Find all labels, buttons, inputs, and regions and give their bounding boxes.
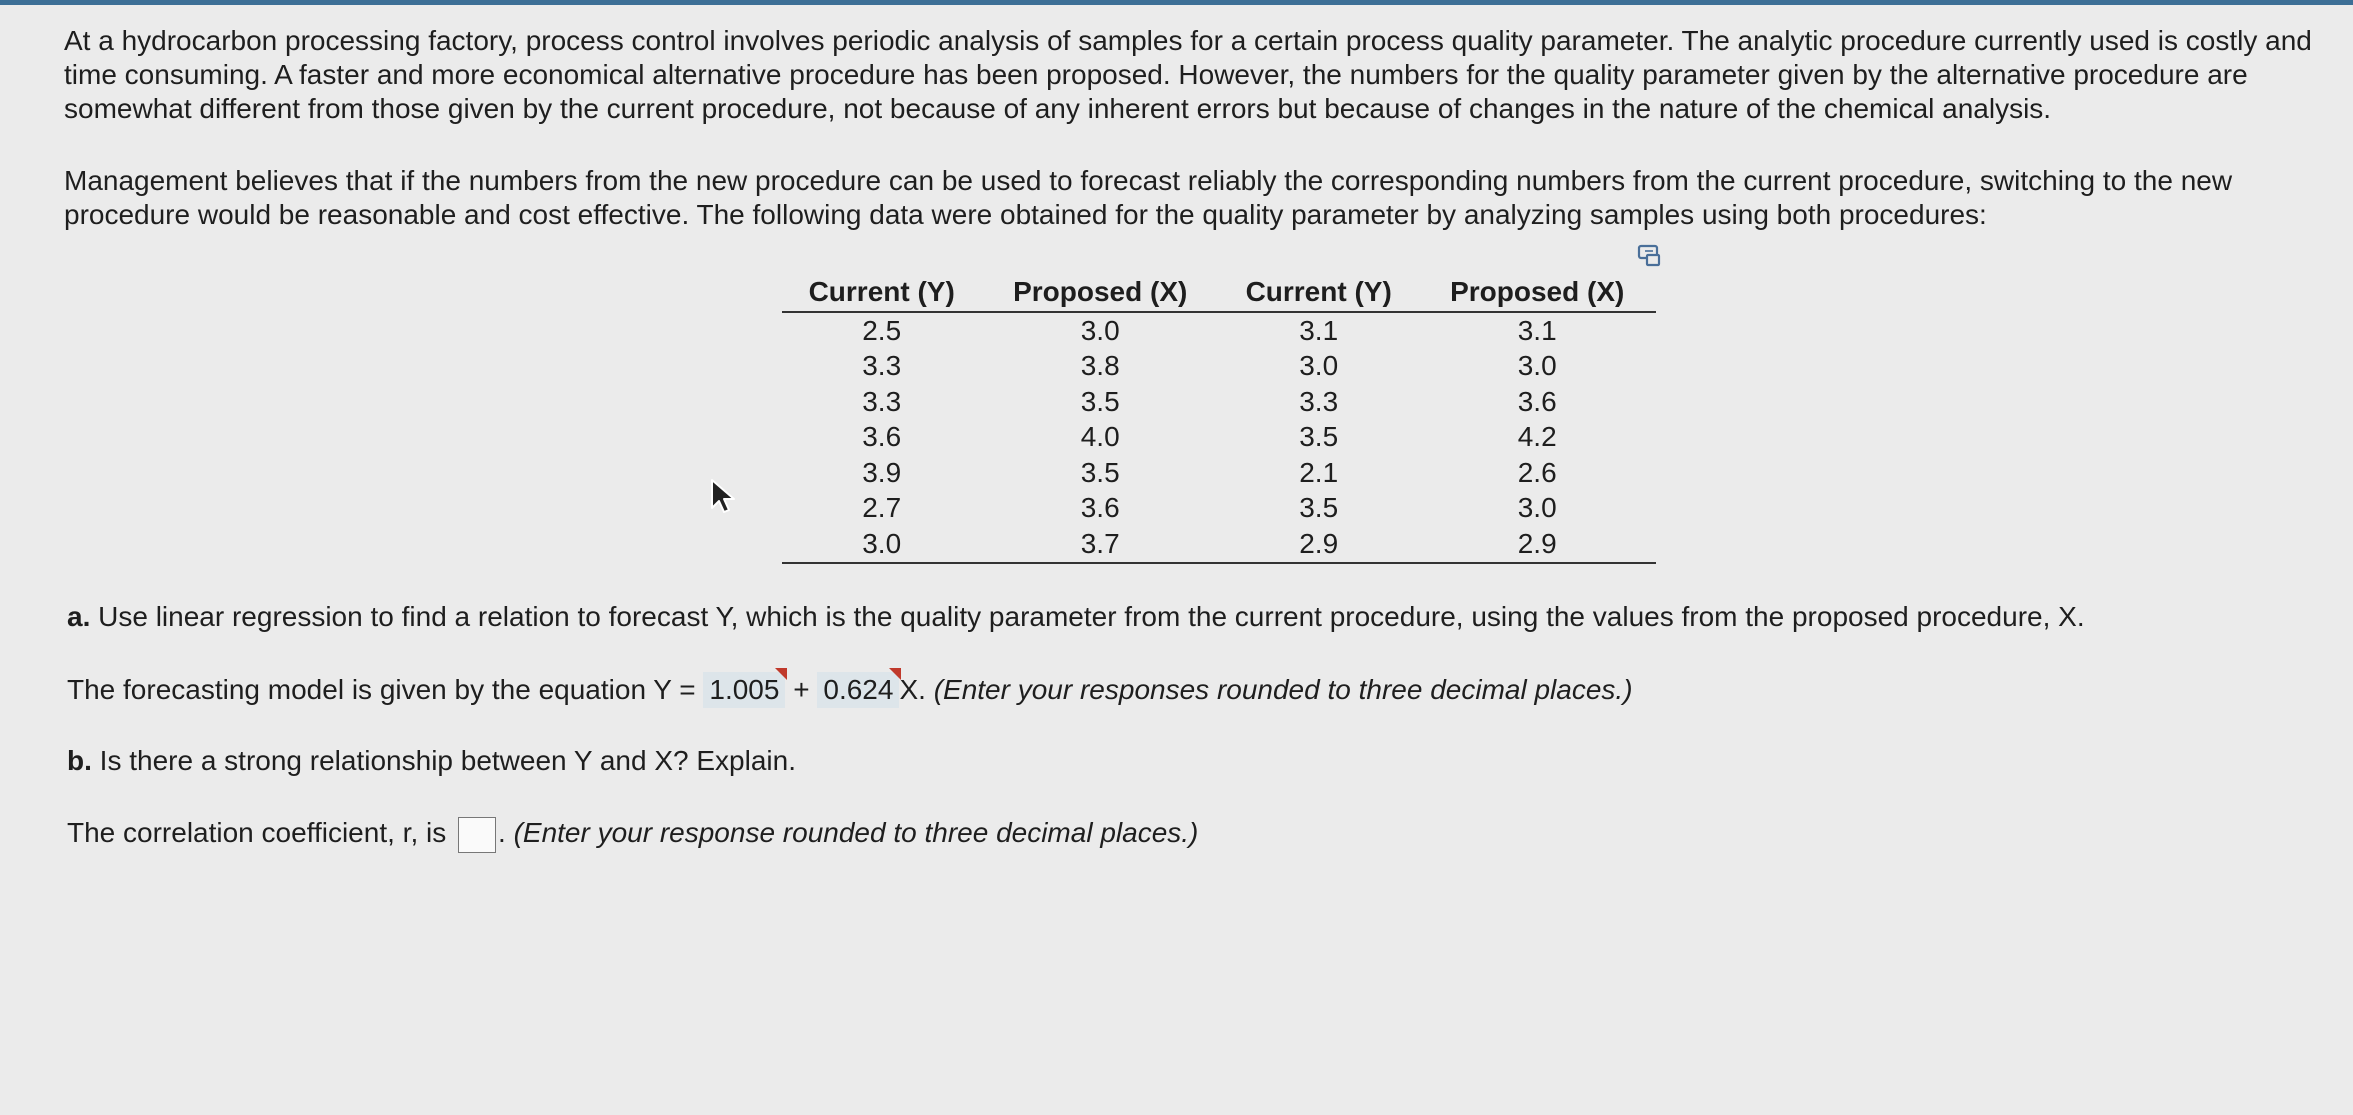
table-cell: 2.9 [1418, 526, 1656, 563]
header-current-y-1: Current (Y) [782, 273, 981, 312]
mouse-pointer-icon [710, 478, 740, 518]
table-cell: 3.0 [782, 526, 981, 563]
table-cell: 2.7 [862, 492, 902, 524]
data-table [782, 273, 1656, 564]
table-cell: 3.0 [1517, 350, 1557, 382]
table-cell: 3.0 [1080, 314, 1120, 346]
part-a-label: a. [67, 601, 91, 632]
problem-paragraph-2: Management believes that if the numbers from the new procedure can be used to forecast reliably the corresponding numbers from the current procedure, switching to the new procedure would be reasonable and cost effective. The following data were obtained for the quality parameter by analyzing samples using both procedures: [64, 165, 2233, 230]
part-a-instruction: (Enter your responses rounded to three decimal places.) [933, 674, 1633, 705]
table-row [782, 455, 1656, 491]
table-cell: 3.5 [1299, 421, 1339, 453]
table-row [782, 420, 1656, 456]
table-row [782, 526, 1656, 563]
table-cell: 4.2 [1517, 421, 1557, 453]
intercept-answer-field[interactable]: 1.005 [703, 672, 785, 708]
table-cell: 3.5 [1080, 385, 1120, 417]
part-a-text: Use linear regression to find a relation to forecast Y, which is the quality parameter from the current procedure, using the values from the proposed procedure, X. [98, 601, 2085, 632]
table-cell: 3.5 [1299, 492, 1339, 524]
table-cell: 3.3 [1299, 385, 1339, 417]
table-cell: 3.6 [862, 421, 902, 453]
table-row [782, 491, 1656, 527]
part-b-text: Is there a strong relationship between Y and X? Explain. [99, 745, 796, 776]
table-cell: 2.6 [1517, 456, 1557, 488]
table-row [782, 349, 1656, 385]
plus-sign: + [793, 674, 810, 705]
part-b-instruction: (Enter your response rounded to three decimal places.) [513, 817, 1199, 848]
table-header-row [782, 273, 1656, 312]
table-cell: 3.5 [1080, 456, 1120, 488]
table-cell: 3.6 [1080, 492, 1120, 524]
model-prefix: The forecasting model is given by the equation Y = [67, 674, 696, 705]
table-cell: 3.3 [862, 385, 902, 417]
problem-paragraph-1: At a hydrocarbon processing factory, process control involves periodic analysis of samples for a certain process quality parameter. The analytic procedure currently used is costly and time consuming. A faster and more economical alternative procedure has been proposed. However, the numbers for the quality parameter given by the alternative procedure are somewhat different from those given by the current procedure, not because of any inherent errors but because of changes in the nature of the chemical analysis. [64, 25, 2312, 124]
copy-data-icon[interactable] [1637, 244, 1663, 268]
part-b-question [67, 744, 796, 778]
table-cell: 3.0 [1299, 350, 1339, 382]
period: . [498, 817, 506, 848]
table-cell: 4.0 [1080, 421, 1120, 453]
part-a-question [67, 600, 2085, 634]
table-row [782, 384, 1656, 420]
forecast-model-line [67, 672, 1633, 708]
header-current-y-2: Current (Y) [1219, 273, 1418, 312]
x-suffix: X. [899, 674, 926, 705]
top-accent-bar [0, 0, 2353, 5]
table-row [782, 312, 1656, 349]
table-cell: 3.0 [1517, 492, 1557, 524]
table-cell: 3.6 [1517, 385, 1557, 417]
correlation-prefix: The correlation coefficient, r, is [67, 817, 447, 848]
slope-answer-field[interactable]: 0.624 [817, 672, 899, 708]
header-proposed-x-1: Proposed (X) [981, 273, 1219, 312]
table-cell: 2.9 [1219, 526, 1418, 563]
header-proposed-x-2: Proposed (X) [1418, 273, 1656, 312]
table-cell: 3.9 [862, 456, 902, 488]
table-cell: 3.1 [1517, 314, 1557, 346]
part-b-label: b. [67, 745, 92, 776]
correlation-line [67, 816, 1198, 853]
table-cell: 3.1 [1299, 314, 1339, 346]
table-cell: 3.8 [1080, 350, 1120, 382]
table-cell: 2.5 [862, 314, 902, 346]
table-cell: 2.1 [1299, 456, 1339, 488]
table-cell: 3.7 [981, 526, 1219, 563]
table-cell: 3.3 [862, 350, 902, 382]
correlation-input[interactable] [458, 817, 496, 853]
